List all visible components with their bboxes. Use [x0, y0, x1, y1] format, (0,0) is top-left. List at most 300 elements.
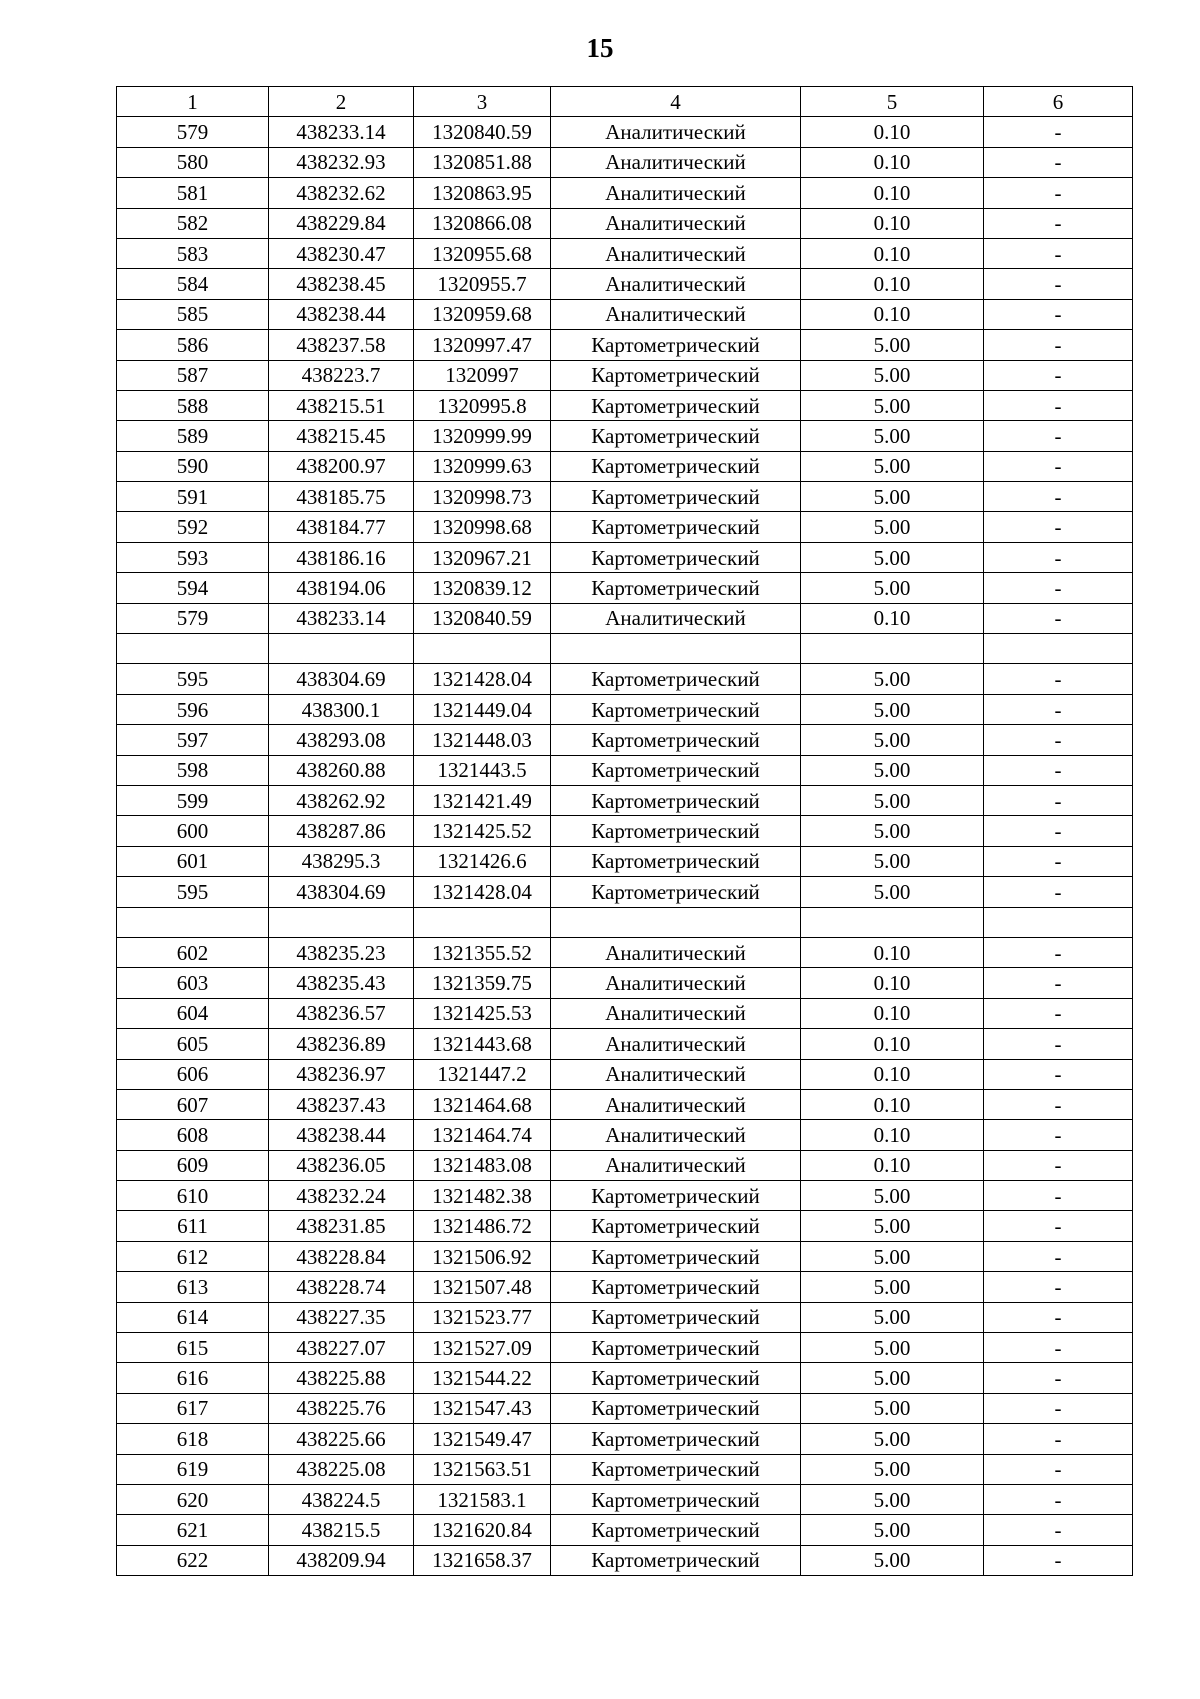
point-number-cell: 614 [117, 1302, 269, 1332]
accuracy-cell: 0.10 [801, 1120, 984, 1150]
y-coordinate-cell: 1321620.84 [414, 1515, 551, 1545]
note-cell: - [984, 390, 1133, 420]
method-cell: Аналитический [551, 1089, 801, 1119]
note-cell: - [984, 1454, 1133, 1484]
table-row [117, 238, 1133, 268]
x-coordinate-cell: 438200.97 [269, 451, 414, 481]
y-coordinate-cell: 1321549.47 [414, 1424, 551, 1454]
point-number-cell: 598 [117, 755, 269, 785]
accuracy-cell: 5.00 [801, 1272, 984, 1302]
accuracy-cell: 5.00 [801, 877, 984, 907]
table-row [117, 1181, 1133, 1211]
accuracy-cell: 5.00 [801, 725, 984, 755]
table-row [117, 1393, 1133, 1423]
y-coordinate-cell: 1321563.51 [414, 1454, 551, 1484]
note-cell: - [984, 1333, 1133, 1363]
method-cell: Картометрический [551, 421, 801, 451]
table-row [117, 664, 1133, 694]
accuracy-cell: 0.10 [801, 269, 984, 299]
table-row [117, 360, 1133, 390]
y-coordinate-cell: 1320840.59 [414, 603, 551, 633]
y-coordinate-cell: 1321449.04 [414, 694, 551, 724]
table-row [117, 482, 1133, 512]
table-row [117, 299, 1133, 329]
table-row [117, 1484, 1133, 1514]
note-cell: - [984, 1181, 1133, 1211]
accuracy-cell: 5.00 [801, 1241, 984, 1271]
point-number-cell: 585 [117, 299, 269, 329]
x-coordinate-cell: 438235.43 [269, 968, 414, 998]
x-coordinate-cell: 438215.45 [269, 421, 414, 451]
x-coordinate-cell: 438235.23 [269, 937, 414, 967]
y-coordinate-cell: 1320959.68 [414, 299, 551, 329]
x-coordinate-cell: 438225.76 [269, 1393, 414, 1423]
x-coordinate-cell: 438237.58 [269, 330, 414, 360]
table-row [117, 694, 1133, 724]
y-coordinate-cell: 1321483.08 [414, 1150, 551, 1180]
note-cell: - [984, 785, 1133, 815]
point-number-cell: 581 [117, 178, 269, 208]
note-cell: - [984, 1484, 1133, 1514]
accuracy-cell [801, 634, 984, 664]
method-cell: Картометрический [551, 877, 801, 907]
accuracy-cell: 0.10 [801, 1029, 984, 1059]
accuracy-cell: 5.00 [801, 1211, 984, 1241]
accuracy-cell [801, 907, 984, 937]
table-body [117, 117, 1133, 1576]
note-cell: - [984, 755, 1133, 785]
note-cell: - [984, 877, 1133, 907]
header-cell-3: 3 [414, 87, 551, 117]
y-coordinate-cell: 1321443.68 [414, 1029, 551, 1059]
x-coordinate-cell: 438237.43 [269, 1089, 414, 1119]
method-cell: Картометрический [551, 542, 801, 572]
y-coordinate-cell: 1320997 [414, 360, 551, 390]
x-coordinate-cell: 438229.84 [269, 208, 414, 238]
note-cell: - [984, 725, 1133, 755]
method-cell: Картометрический [551, 725, 801, 755]
point-number-cell: 609 [117, 1150, 269, 1180]
y-coordinate-cell: 1320863.95 [414, 178, 551, 208]
note-cell [984, 907, 1133, 937]
x-coordinate-cell: 438185.75 [269, 482, 414, 512]
accuracy-cell: 5.00 [801, 1484, 984, 1514]
x-coordinate-cell: 438233.14 [269, 603, 414, 633]
x-coordinate-cell: 438215.5 [269, 1515, 414, 1545]
point-number-cell: 602 [117, 937, 269, 967]
x-coordinate-cell: 438233.14 [269, 117, 414, 147]
point-number-cell: 615 [117, 1333, 269, 1363]
header-cell-5: 5 [801, 87, 984, 117]
x-coordinate-cell: 438236.05 [269, 1150, 414, 1180]
table-row [117, 269, 1133, 299]
method-cell: Картометрический [551, 816, 801, 846]
table-row [117, 1150, 1133, 1180]
method-cell: Аналитический [551, 937, 801, 967]
point-number-cell: 591 [117, 482, 269, 512]
point-number-cell: 622 [117, 1545, 269, 1575]
table-row [117, 1363, 1133, 1393]
accuracy-cell: 5.00 [801, 390, 984, 420]
y-coordinate-cell: 1321547.43 [414, 1393, 551, 1423]
accuracy-cell: 5.00 [801, 755, 984, 785]
point-number-cell: 601 [117, 846, 269, 876]
x-coordinate-cell: 438194.06 [269, 573, 414, 603]
point-number-cell: 616 [117, 1363, 269, 1393]
note-cell: - [984, 1272, 1133, 1302]
point-number-cell: 587 [117, 360, 269, 390]
point-number-cell: 579 [117, 117, 269, 147]
x-coordinate-cell: 438295.3 [269, 846, 414, 876]
accuracy-cell: 0.10 [801, 1059, 984, 1089]
note-cell: - [984, 1424, 1133, 1454]
table-row [117, 1059, 1133, 1089]
header-cell-4: 4 [551, 87, 801, 117]
table-row [117, 1029, 1133, 1059]
method-cell: Картометрический [551, 694, 801, 724]
note-cell: - [984, 1363, 1133, 1393]
x-coordinate-cell: 438232.24 [269, 1181, 414, 1211]
table-row [117, 634, 1133, 664]
note-cell: - [984, 421, 1133, 451]
point-number-cell: 604 [117, 998, 269, 1028]
table-row [117, 573, 1133, 603]
note-cell: - [984, 178, 1133, 208]
x-coordinate-cell: 438238.45 [269, 269, 414, 299]
point-number-cell: 618 [117, 1424, 269, 1454]
note-cell: - [984, 1393, 1133, 1423]
method-cell [551, 907, 801, 937]
y-coordinate-cell: 1320955.7 [414, 269, 551, 299]
point-number-cell [117, 634, 269, 664]
coordinates-table [116, 86, 1133, 1576]
page-number: 15 [586, 33, 614, 63]
x-coordinate-cell: 438228.74 [269, 1272, 414, 1302]
x-coordinate-cell: 438225.88 [269, 1363, 414, 1393]
point-number-cell: 597 [117, 725, 269, 755]
method-cell: Аналитический [551, 238, 801, 268]
y-coordinate-cell: 1320866.08 [414, 208, 551, 238]
note-cell: - [984, 1211, 1133, 1241]
x-coordinate-cell: 438231.85 [269, 1211, 414, 1241]
method-cell: Картометрический [551, 1241, 801, 1271]
table-row [117, 907, 1133, 937]
point-number-cell: 610 [117, 1181, 269, 1211]
method-cell: Картометрический [551, 1211, 801, 1241]
note-cell: - [984, 603, 1133, 633]
y-coordinate-cell: 1320999.63 [414, 451, 551, 481]
y-coordinate-cell: 1321425.52 [414, 816, 551, 846]
accuracy-cell: 5.00 [801, 694, 984, 724]
point-number-cell: 611 [117, 1211, 269, 1241]
accuracy-cell: 5.00 [801, 360, 984, 390]
accuracy-cell: 0.10 [801, 1150, 984, 1180]
table-row [117, 542, 1133, 572]
point-number-cell: 606 [117, 1059, 269, 1089]
y-coordinate-cell [414, 634, 551, 664]
accuracy-cell: 5.00 [801, 1302, 984, 1332]
accuracy-cell: 5.00 [801, 1363, 984, 1393]
header-row [117, 87, 1133, 117]
y-coordinate-cell: 1321359.75 [414, 968, 551, 998]
x-coordinate-cell: 438227.35 [269, 1302, 414, 1332]
method-cell: Аналитический [551, 1029, 801, 1059]
accuracy-cell: 5.00 [801, 573, 984, 603]
header-cell-6: 6 [984, 87, 1133, 117]
x-coordinate-cell: 438260.88 [269, 755, 414, 785]
point-number-cell: 584 [117, 269, 269, 299]
table-row [117, 390, 1133, 420]
x-coordinate-cell: 438228.84 [269, 1241, 414, 1271]
method-cell: Аналитический [551, 117, 801, 147]
x-coordinate-cell: 438227.07 [269, 1333, 414, 1363]
accuracy-cell: 0.10 [801, 117, 984, 147]
method-cell: Картометрический [551, 482, 801, 512]
method-cell: Аналитический [551, 147, 801, 177]
method-cell: Картометрический [551, 1484, 801, 1514]
x-coordinate-cell: 438238.44 [269, 1120, 414, 1150]
x-coordinate-cell: 438262.92 [269, 785, 414, 815]
table-row [117, 785, 1133, 815]
table-row [117, 968, 1133, 998]
x-coordinate-cell: 438236.57 [269, 998, 414, 1028]
accuracy-cell: 0.10 [801, 998, 984, 1028]
x-coordinate-cell: 438225.66 [269, 1424, 414, 1454]
y-coordinate-cell: 1320995.8 [414, 390, 551, 420]
x-coordinate-cell: 438236.97 [269, 1059, 414, 1089]
point-number-cell: 588 [117, 390, 269, 420]
y-coordinate-cell: 1321544.22 [414, 1363, 551, 1393]
accuracy-cell: 5.00 [801, 1424, 984, 1454]
point-number-cell: 605 [117, 1029, 269, 1059]
y-coordinate-cell: 1321448.03 [414, 725, 551, 755]
accuracy-cell: 5.00 [801, 421, 984, 451]
point-number-cell: 603 [117, 968, 269, 998]
table-row [117, 1241, 1133, 1271]
accuracy-cell: 0.10 [801, 299, 984, 329]
table-row [117, 512, 1133, 542]
point-number-cell: 612 [117, 1241, 269, 1271]
note-cell: - [984, 330, 1133, 360]
x-coordinate-cell: 438223.7 [269, 360, 414, 390]
table-row [117, 846, 1133, 876]
accuracy-cell: 0.10 [801, 968, 984, 998]
point-number-cell: 589 [117, 421, 269, 451]
table-row [117, 117, 1133, 147]
header-cell-2: 2 [269, 87, 414, 117]
method-cell: Аналитический [551, 178, 801, 208]
x-coordinate-cell: 438186.16 [269, 542, 414, 572]
y-coordinate-cell: 1321486.72 [414, 1211, 551, 1241]
note-cell: - [984, 1029, 1133, 1059]
note-cell: - [984, 451, 1133, 481]
x-coordinate-cell: 438238.44 [269, 299, 414, 329]
x-coordinate-cell: 438184.77 [269, 512, 414, 542]
accuracy-cell: 5.00 [801, 1333, 984, 1363]
accuracy-cell: 5.00 [801, 1181, 984, 1211]
accuracy-cell: 0.10 [801, 178, 984, 208]
accuracy-cell: 5.00 [801, 664, 984, 694]
y-coordinate-cell: 1321583.1 [414, 1484, 551, 1514]
accuracy-cell: 5.00 [801, 1515, 984, 1545]
method-cell: Картометрический [551, 573, 801, 603]
table-row [117, 1211, 1133, 1241]
method-cell: Картометрический [551, 390, 801, 420]
table-row [117, 603, 1133, 633]
method-cell: Аналитический [551, 968, 801, 998]
method-cell: Аналитический [551, 1150, 801, 1180]
note-cell: - [984, 1302, 1133, 1332]
table-row [117, 755, 1133, 785]
x-coordinate-cell [269, 634, 414, 664]
method-cell: Аналитический [551, 269, 801, 299]
table-row [117, 998, 1133, 1028]
y-coordinate-cell: 1321658.37 [414, 1545, 551, 1575]
point-number-cell: 586 [117, 330, 269, 360]
table-row [117, 421, 1133, 451]
x-coordinate-cell: 438209.94 [269, 1545, 414, 1575]
point-number-cell: 617 [117, 1393, 269, 1423]
y-coordinate-cell: 1321482.38 [414, 1181, 551, 1211]
point-number-cell: 620 [117, 1484, 269, 1514]
method-cell: Картометрический [551, 451, 801, 481]
note-cell: - [984, 269, 1133, 299]
point-number-cell [117, 907, 269, 937]
note-cell [984, 634, 1133, 664]
y-coordinate-cell: 1320967.21 [414, 542, 551, 572]
method-cell: Картометрический [551, 1515, 801, 1545]
note-cell: - [984, 299, 1133, 329]
method-cell: Картометрический [551, 1424, 801, 1454]
table-row [117, 1302, 1133, 1332]
y-coordinate-cell: 1321425.53 [414, 998, 551, 1028]
table-row [117, 937, 1133, 967]
method-cell: Аналитический [551, 1120, 801, 1150]
accuracy-cell: 0.10 [801, 603, 984, 633]
note-cell: - [984, 208, 1133, 238]
y-coordinate-cell: 1321426.6 [414, 846, 551, 876]
point-number-cell: 583 [117, 238, 269, 268]
y-coordinate-cell: 1320851.88 [414, 147, 551, 177]
method-cell [551, 634, 801, 664]
accuracy-cell: 0.10 [801, 208, 984, 238]
y-coordinate-cell: 1320998.73 [414, 482, 551, 512]
point-number-cell: 593 [117, 542, 269, 572]
method-cell: Картометрический [551, 1393, 801, 1423]
table-row [117, 147, 1133, 177]
accuracy-cell: 0.10 [801, 937, 984, 967]
method-cell: Картометрический [551, 664, 801, 694]
method-cell: Картометрический [551, 1333, 801, 1363]
note-cell: - [984, 238, 1133, 268]
y-coordinate-cell [414, 907, 551, 937]
y-coordinate-cell: 1321464.68 [414, 1089, 551, 1119]
table-row [117, 1545, 1133, 1575]
x-coordinate-cell: 438215.51 [269, 390, 414, 420]
x-coordinate-cell: 438230.47 [269, 238, 414, 268]
table-row [117, 1515, 1133, 1545]
point-number-cell: 582 [117, 208, 269, 238]
accuracy-cell: 0.10 [801, 1089, 984, 1119]
note-cell: - [984, 937, 1133, 967]
note-cell: - [984, 816, 1133, 846]
table-row [117, 1120, 1133, 1150]
method-cell: Картометрический [551, 1363, 801, 1393]
point-number-cell: 607 [117, 1089, 269, 1119]
table-header [117, 87, 1133, 117]
note-cell: - [984, 1089, 1133, 1119]
point-number-cell: 580 [117, 147, 269, 177]
y-coordinate-cell: 1320955.68 [414, 238, 551, 268]
point-number-cell: 613 [117, 1272, 269, 1302]
x-coordinate-cell: 438300.1 [269, 694, 414, 724]
table-row [117, 725, 1133, 755]
note-cell: - [984, 846, 1133, 876]
accuracy-cell: 5.00 [801, 482, 984, 512]
note-cell: - [984, 542, 1133, 572]
method-cell: Аналитический [551, 299, 801, 329]
accuracy-cell: 5.00 [801, 1454, 984, 1484]
table-row [117, 330, 1133, 360]
accuracy-cell: 5.00 [801, 846, 984, 876]
y-coordinate-cell: 1321421.49 [414, 785, 551, 815]
table-row [117, 451, 1133, 481]
y-coordinate-cell: 1320840.59 [414, 117, 551, 147]
x-coordinate-cell: 438304.69 [269, 664, 414, 694]
note-cell: - [984, 1241, 1133, 1271]
y-coordinate-cell: 1321428.04 [414, 877, 551, 907]
y-coordinate-cell: 1321447.2 [414, 1059, 551, 1089]
accuracy-cell: 5.00 [801, 542, 984, 572]
y-coordinate-cell: 1320998.68 [414, 512, 551, 542]
table-row [117, 1424, 1133, 1454]
note-cell: - [984, 968, 1133, 998]
method-cell: Картометрический [551, 330, 801, 360]
method-cell: Аналитический [551, 998, 801, 1028]
x-coordinate-cell: 438287.86 [269, 816, 414, 846]
method-cell: Картометрический [551, 360, 801, 390]
method-cell: Аналитический [551, 603, 801, 633]
note-cell: - [984, 117, 1133, 147]
accuracy-cell: 5.00 [801, 451, 984, 481]
x-coordinate-cell: 438232.93 [269, 147, 414, 177]
note-cell: - [984, 573, 1133, 603]
note-cell: - [984, 998, 1133, 1028]
accuracy-cell: 5.00 [801, 785, 984, 815]
y-coordinate-cell: 1320997.47 [414, 330, 551, 360]
table-row [117, 1333, 1133, 1363]
y-coordinate-cell: 1321464.74 [414, 1120, 551, 1150]
point-number-cell: 595 [117, 664, 269, 694]
y-coordinate-cell: 1321527.09 [414, 1333, 551, 1363]
note-cell: - [984, 1059, 1133, 1089]
y-coordinate-cell: 1321507.48 [414, 1272, 551, 1302]
x-coordinate-cell [269, 907, 414, 937]
note-cell: - [984, 1150, 1133, 1180]
y-coordinate-cell: 1320999.99 [414, 421, 551, 451]
note-cell: - [984, 512, 1133, 542]
method-cell: Картометрический [551, 755, 801, 785]
method-cell: Картометрический [551, 512, 801, 542]
x-coordinate-cell: 438236.89 [269, 1029, 414, 1059]
accuracy-cell: 0.10 [801, 238, 984, 268]
accuracy-cell: 5.00 [801, 1393, 984, 1423]
table-row [117, 1272, 1133, 1302]
y-coordinate-cell: 1320839.12 [414, 573, 551, 603]
point-number-cell: 592 [117, 512, 269, 542]
method-cell: Картометрический [551, 1272, 801, 1302]
table-row [117, 1454, 1133, 1484]
